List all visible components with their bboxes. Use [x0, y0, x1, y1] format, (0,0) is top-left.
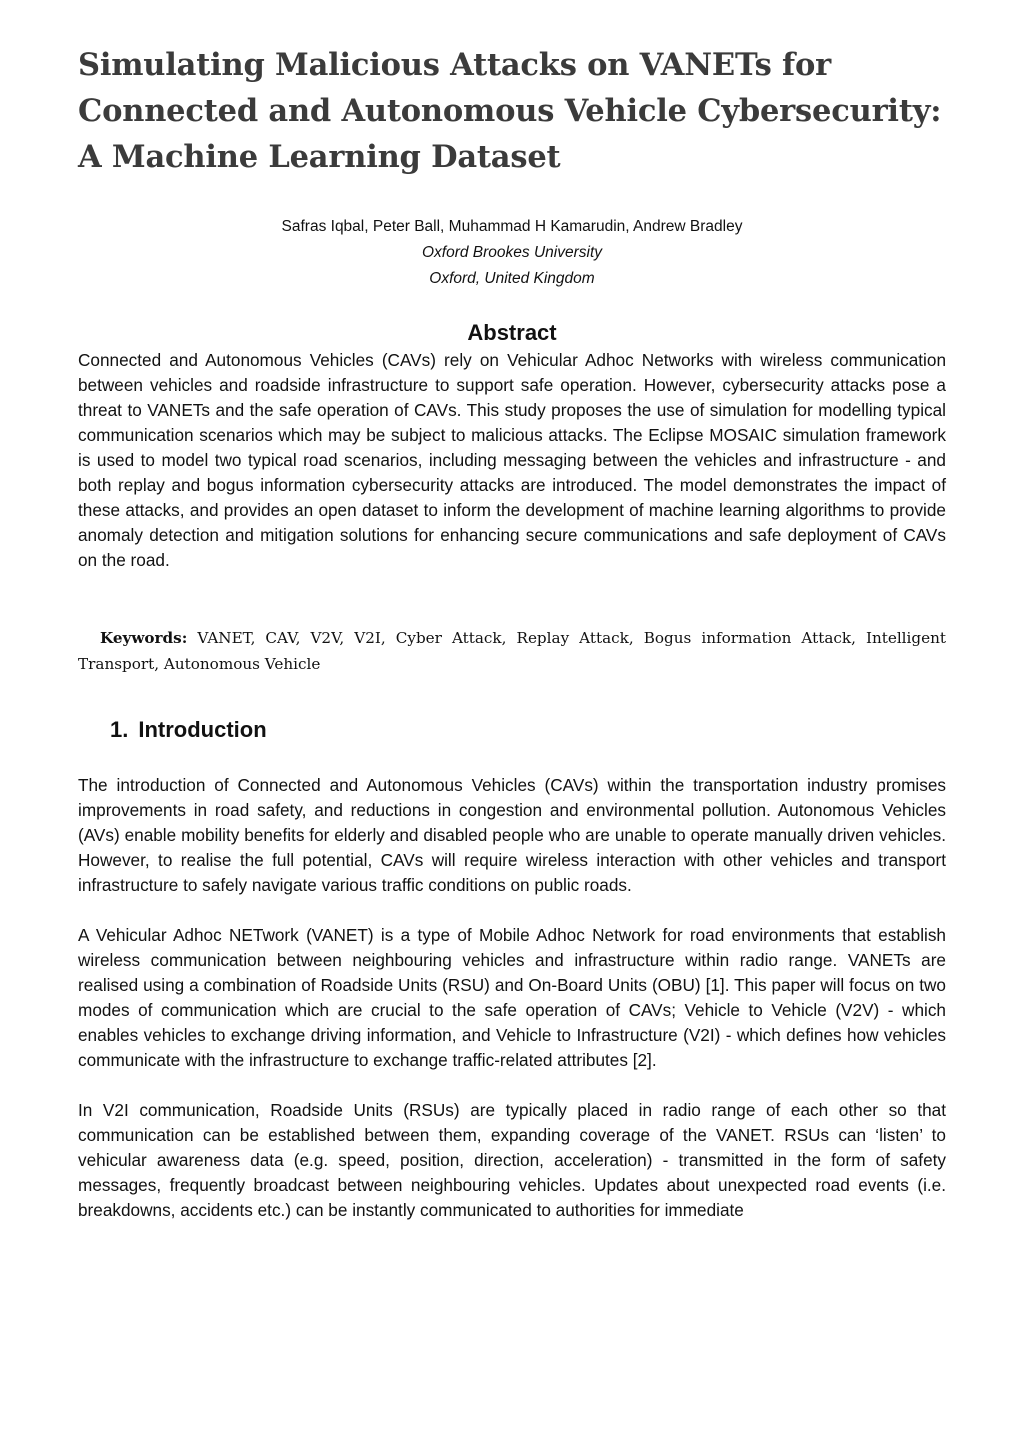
keywords-line [78, 625, 946, 677]
keywords-label: Keywords: [100, 629, 188, 647]
intro-paragraph-2: A Vehicular Adhoc NETwork (VANET) is a type of Mobile Adhoc Network for road environments that establish wireless communication between neighbouring vehicles and infrastructure within radio range. VANETs are realised using a combination of Roadside Units (RSU) and On-Board Units (OBU) [1]. This paper will focus on two modes of communication which are crucial to the safe operation of CAVs; Vehicle to Vehicle (V2V) - which enables vehicles to exchange driving information, and Vehicle to Infrastructure (V2I) - which defines how vehicles communicate with the infrastructure to exchange traffic-related attributes [2]. [78, 925, 946, 1070]
paper-page [78, 42, 946, 1223]
author-institution: Oxford Brookes University [421, 244, 603, 261]
intro-paragraph-3: In V2I communication, Roadside Units (RSUs) are typically placed in radio range of each other so that communication can be established between them, expanding coverage of the VANET. RSUs can ‘listen’ to vehicular awareness data (e.g. speed, position, direction, acceleration) - transmitted in the form of safety messages, frequently broadcast between neighbouring vehicles. Updates about unexpected road events (i.e. breakdowns, accidents etc.) can be instantly communicated to authorities for immediate [78, 1100, 946, 1220]
paper-title: Simulating Malicious Attacks on VANETs for Connected and Autonomous Vehicle Cybersecurity: A Machine Learning Dataset [78, 47, 942, 175]
abstract-heading: Abstract [467, 320, 557, 345]
intro-paragraph-1: The introduction of Connected and Autonomous Vehicles (CAVs) within the transportation industry promises improvements in road safety, and reductions in congestion and environmental pollution. Autonomous Vehicles (AVs) enable mobility benefits for elderly and disabled people who are unable to operate manually driven vehicles. However, to realise the full potential, CAVs will require wireless interaction with other vehicles and transport infrastructure to safely navigate various traffic conditions on public roads. [78, 775, 946, 895]
author-location: Oxford, United Kingdom [429, 270, 595, 287]
section-heading-introduction [78, 715, 946, 745]
keywords-text: VANET, CAV, V2V, V2I, Cyber Attack, Replay Attack, Bogus information Attack, Intelligent Transport, Autonomous Vehicle [78, 629, 946, 673]
section-title: Introduction [138, 717, 267, 742]
author-list: Safras Iqbal, Peter Ball, Muhammad H Kamarudin, Andrew Bradley [281, 218, 743, 235]
section-number: 1. [110, 717, 129, 742]
author-block [78, 214, 946, 292]
abstract-text: Connected and Autonomous Vehicles (CAVs) rely on Vehicular Adhoc Networks with wireless communication between vehicles and roadside infrastructure to support safe operation. However, cybersecurity attacks pose a threat to VANETs and the safe operation of CAVs. This study proposes the use of simulation for modelling typical communication scenarios which may be subject to malicious attacks. The Eclipse MOSAIC simulation framework is used to model two typical road scenarios, including messaging between the vehicles and infrastructure - and both replay and bogus information cybersecurity attacks are introduced. The model demonstrates the impact of these attacks, and provides an open dataset to inform the development of machine learning algorithms to provide anomaly detection and mitigation solutions for enhancing secure communications and safe deployment of CAVs on the road. [78, 350, 946, 570]
